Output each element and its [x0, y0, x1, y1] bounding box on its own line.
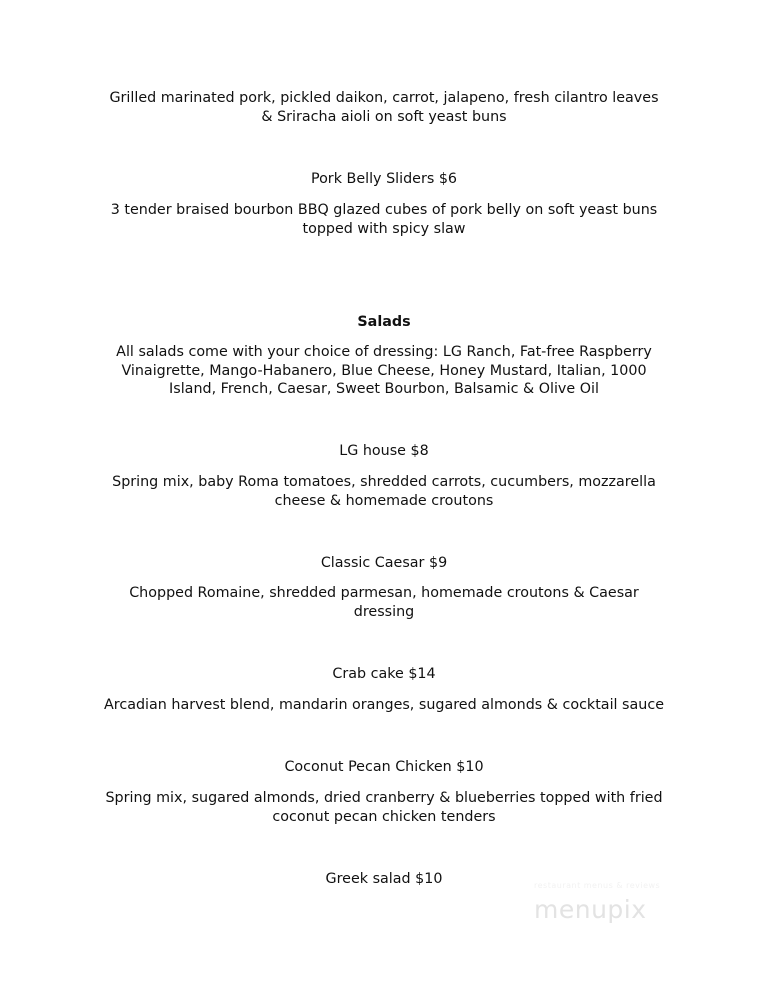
coconut-pecan-chicken-description: Spring mix, sugared almonds, dried cranberry & blueberries topped with fried coconut pecan chicken tenders — [105, 790, 663, 825]
crab-cake-description: Arcadian harvest blend, mandarin oranges, sugared almonds & cocktail sauce — [104, 697, 664, 713]
classic-caesar-description: Chopped Romaine, shredded parmesan, homemade croutons & Caesar dressing — [129, 585, 639, 620]
classic-caesar-title: Classic Caesar $9 — [320, 555, 448, 571]
watermark-tagline: restaurant menus & reviews — [534, 881, 661, 890]
crab-cake-title: Crab cake $14 — [332, 666, 436, 682]
menupix-logo: menupix — [534, 895, 647, 924]
banh-mi-slider-description: Grilled marinated pork, pickled daikon, carrot, jalapeno, fresh cilantro leaves & Sriracha aioli on soft yeast buns — [109, 90, 659, 125]
salads-heading: Salads — [357, 314, 411, 330]
lg-house-description: Spring mix, baby Roma tomatoes, shredded carrots, cucumbers, mozzarella cheese & homemade croutons — [112, 474, 656, 509]
coconut-pecan-chicken-title: Coconut Pecan Chicken $10 — [284, 759, 484, 775]
menupix-watermark — [534, 881, 684, 937]
pork-belly-slider-title: Pork Belly Sliders $6 — [310, 171, 458, 187]
salads-dressing-intro: All salads come with your choice of dressing: LG Ranch, Fat-free Raspberry Vinaigrette, Mango-Habanero, Blue Cheese, Honey Mustard, Italian, 1000 Island, French, Caesar, Sweet Bourbon, Balsamic & Olive Oil — [116, 344, 652, 397]
lg-house-title: LG house $8 — [339, 443, 429, 459]
pork-belly-slider-description: 3 tender braised bourbon BBQ glazed cubes of pork belly on soft yeast buns topped with spicy slaw — [110, 202, 658, 237]
greek-salad-title: Greek salad $10 — [325, 871, 443, 887]
